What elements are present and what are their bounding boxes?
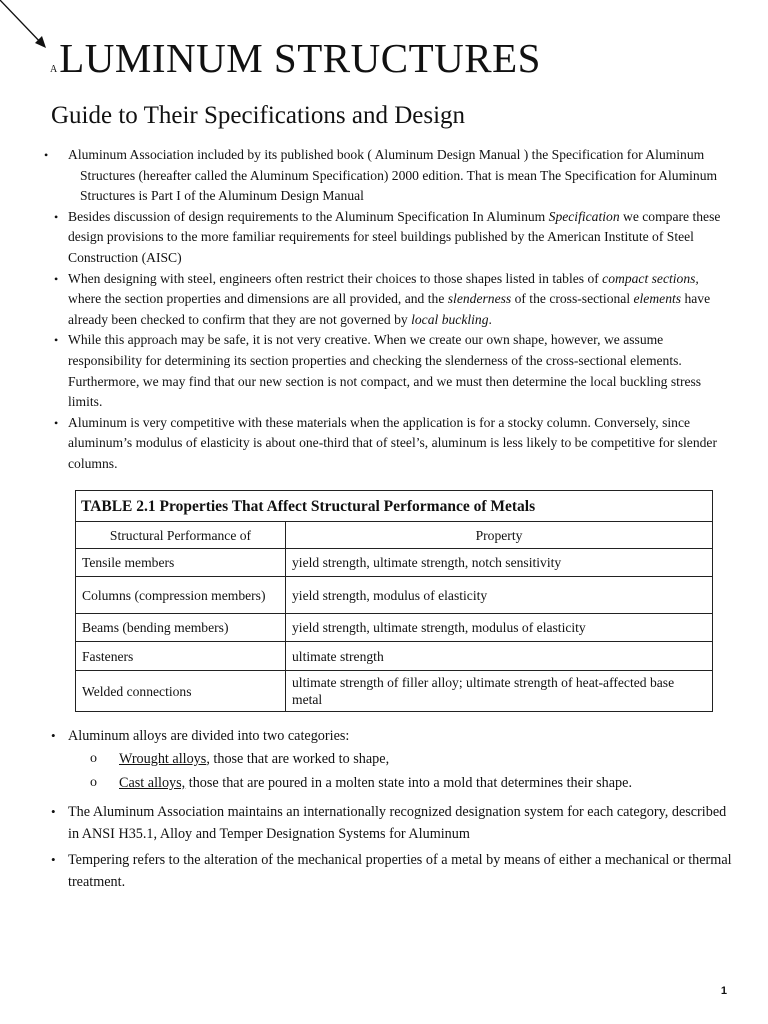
list-item-text: of the cross-sectional — [511, 291, 634, 307]
bullet-icon: • — [54, 271, 59, 286]
list-item-text: Tempering refers to the alteration of the mechanical properties of a metal by means of either a mechanical or thermal treatment. — [68, 852, 732, 890]
list-item-text: have already been checked to confirm that they are not governed by — [68, 291, 711, 327]
list-item — [50, 801, 740, 845]
list-item-text: Aluminum Association included by its published book ( Aluminum Design Manual ) the Specification for Aluminum Structures (hereafter called the Aluminum Specification) 2000 edition. That is mean The Specification for Aluminum Structures is Part I of the Aluminum Design Manual — [68, 147, 718, 204]
table-cell: Columns (compression members) — [76, 577, 286, 614]
page-title — [50, 34, 541, 94]
sub-bullet-icon: o — [90, 751, 97, 766]
table-header-row — [76, 522, 713, 549]
list-item-text: we compare these design provisions to the more familiar requirements for steel buildings published by the American Institute of Steel Construction (AISC) — [68, 208, 721, 265]
emphasis-text: compact sections, — [602, 270, 699, 286]
table-cell: yield strength, modulus of elasticity — [286, 577, 713, 614]
list-item — [50, 269, 734, 331]
column-header: Structural Performance of — [76, 522, 286, 549]
alloys-bullet-list — [50, 725, 740, 893]
sub-list-item — [50, 771, 740, 795]
title-initial: A — [50, 64, 58, 75]
table-cell: yield strength, ultimate strength, notch sensitivity — [286, 549, 713, 577]
intro-bullet-list — [44, 145, 734, 475]
list-item: • Aluminum Association included by its published book ( Aluminum Design Manual ) the Specification for Aluminum Structures (hereafter called the Aluminum Specification) 2000 edition. That is mean The Specification for Aluminum Structures is Part I of the Aluminum Design Manual — [44, 147, 718, 204]
list-item — [50, 207, 734, 269]
list-item-text: . — [488, 311, 492, 327]
table-row — [76, 642, 713, 671]
emphasis-text: elements — [633, 291, 682, 307]
list-item — [50, 330, 734, 412]
emphasis-text: Specification — [548, 208, 620, 224]
arrow-annotation-icon — [0, 0, 52, 52]
list-item-text: , those that are worked to shape, — [206, 751, 390, 767]
properties-table — [75, 490, 713, 712]
list-item-text: where the section properties and dimensions are all provided, and the — [68, 291, 448, 307]
table-row — [76, 549, 713, 577]
list-item — [50, 849, 740, 893]
table-cell: ultimate strength of filler alloy; ultimate strength of heat-affected base metal — [286, 671, 713, 712]
bullet-icon: • — [51, 852, 56, 867]
list-item-text: Aluminum is very competitive with these materials when the application is for a stocky column. Conversely, since aluminum’s modulus of elasticity is about one-third that of steel’s, aluminum is less likely to be competitive for slender columns. — [68, 414, 717, 471]
table-row — [76, 671, 713, 712]
term-text: Wrought alloys — [119, 751, 207, 767]
list-item — [50, 725, 740, 747]
table-cell: ultimate strength — [286, 642, 713, 671]
bullet-icon: • — [54, 415, 59, 430]
page-number: 1 — [720, 985, 727, 997]
table-cell: Fasteners — [76, 642, 286, 671]
table-caption-row — [76, 491, 713, 522]
table-row — [76, 614, 713, 642]
list-item-text: The Aluminum Association maintains an internationally recognized designation system for each category, described in ANSI H35.1, Alloy and Temper Designation Systems for Aluminum — [68, 804, 727, 842]
table-cell: Tensile members — [76, 549, 286, 577]
bullet-icon: • — [51, 728, 56, 743]
table-cell: Beams (bending members) — [76, 614, 286, 642]
list-item-text: While this approach may be safe, it is not very creative. When we create our own shape, however, we assume responsibility for determining its section properties and checking the slenderness of the cross-sectional elements. Furthermore, we may find that our new section is not compact, and we must then determine the local buckling stress limits. — [68, 332, 702, 410]
list-item-text: Aluminum alloys are divided into two categories: — [68, 728, 350, 744]
bullet-icon: • — [51, 804, 56, 819]
table-row — [76, 577, 713, 614]
sub-list-item — [50, 747, 740, 771]
bullet-icon: • — [54, 209, 59, 224]
term-text: Cast alloys, — [119, 775, 186, 791]
list-item-text: those that are poured in a molten state into a mold that determines their shape. — [185, 775, 632, 791]
sub-bullet-icon: o — [90, 775, 97, 790]
column-header: Property — [286, 522, 713, 549]
table-cell: yield strength, ultimate strength, modulus of elasticity — [286, 614, 713, 642]
page-subtitle: Guide to Their Specifications and Design — [51, 102, 466, 129]
list-item-text: When designing with steel, engineers often restrict their choices to those shapes listed in tables of — [68, 270, 603, 286]
list-item — [50, 413, 734, 475]
table-cell: Welded connections — [76, 671, 286, 712]
emphasis-text: slenderness — [447, 291, 512, 307]
table-caption: TABLE 2.1 Properties That Affect Structural Performance of Metals — [76, 491, 713, 522]
bullet-icon: • — [54, 333, 59, 348]
list-item-text: Besides discussion of design requirements to the Aluminum Specification In Aluminum — [68, 208, 549, 224]
emphasis-text: local buckling — [411, 311, 489, 327]
title-text: LUMINUM STRUCTURES — [59, 35, 541, 81]
